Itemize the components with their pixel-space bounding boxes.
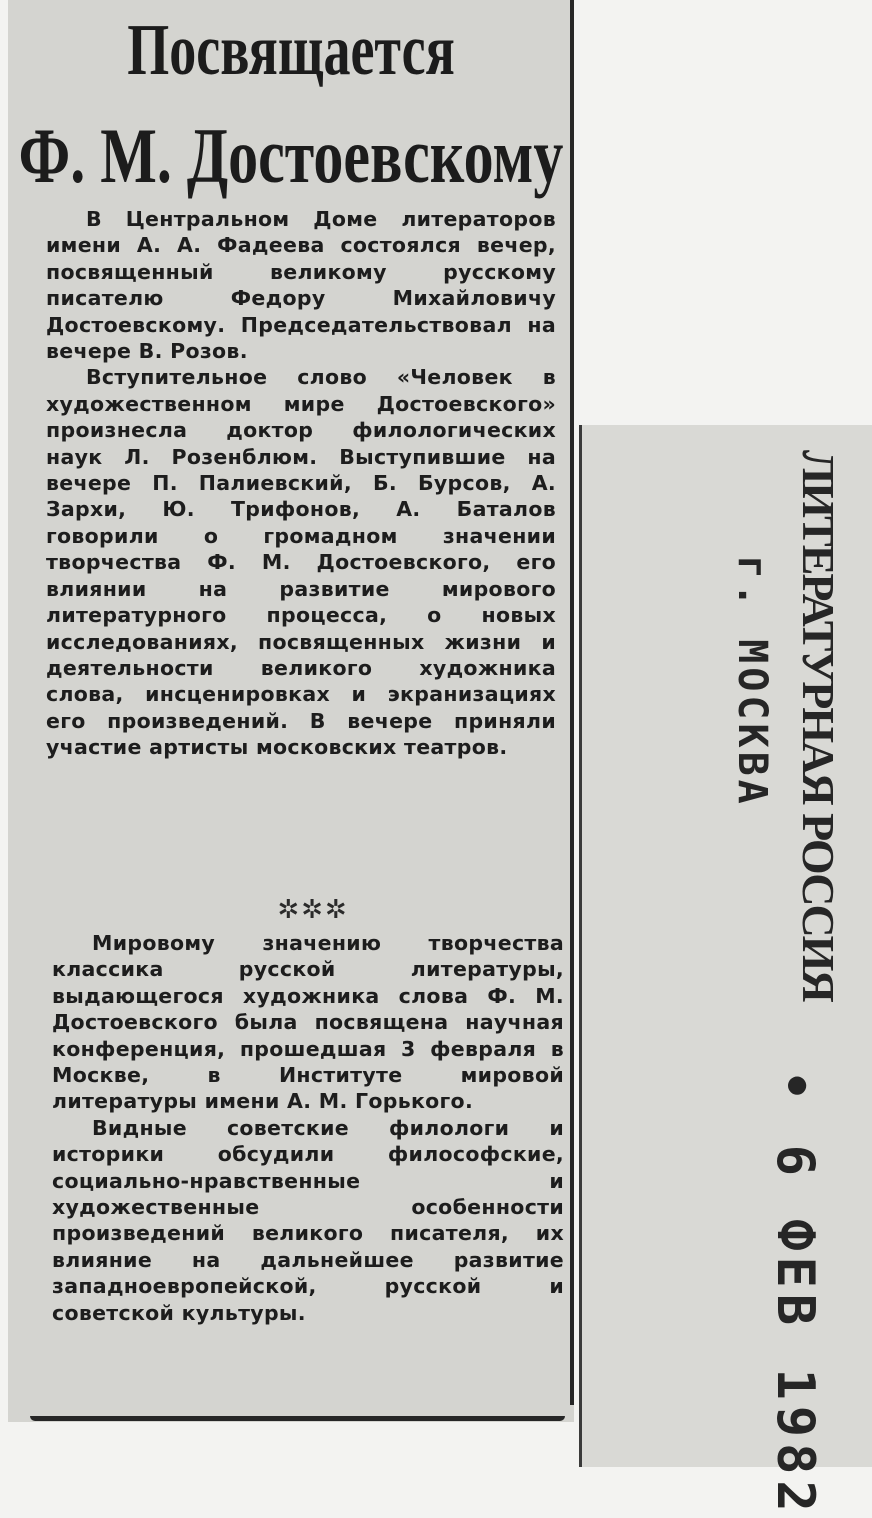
headline-dedication: Посвящается [127,9,455,91]
newspaper-name-stamp: ЛИТЕРАТУРНАЯ РОССИЯ [793,450,844,1001]
newspaper-clipping [8,0,574,1422]
city-stamp: г. МОСКВА [729,555,775,808]
paragraph-conference-discussion: Видные советские филологи и историки обсудили философские, социально-нравственные и художественные особенности произведений великого писателя, их влияние на дальнейшее развитие западноевропейской, русской и советской культуры. [52,1115,564,1325]
article-conference [52,930,564,1326]
article-evening [46,206,556,761]
paragraph-conference-intro: Мировому значению творчества классика русской литературы, выдающегося художника слова Ф. М. Достоевского была посвящена научная конференция, прошедшая 3 февраля в Москве, в Институте мировой литературы имени А. М. Горького. [52,931,564,1114]
paragraph-evening-speakers: Вступительное слово «Человек в художественном мире Достоевского» произнесла доктор филологических наук Л. Розенблюм. Выступившие на вечере П. Палиевский, Б. Бурсов, А. Зархи, Ю. Трифонов, А. Баталов говорили о громадном значении творчества Ф. М. Достоевского, его влиянии на развитие мирового литературного процесса, о новых исследованиях, посвященных жизни и деятельности великого художника слова, инсценировках и экранизациях его произведений. В вечере приняли участие артисты московских театров. [46,365,556,760]
headline-name: Ф. М. Достоевскому [18,113,564,200]
section-separator: ✲✲✲ [277,895,349,925]
date-stamp: • 6 ФЕВ 1982 [765,1070,825,1518]
paragraph-evening-intro: В Центральном Доме литераторов имени А. А. Фадеева состоялся вечер, посвященный великому русскому писателю Федору Михайловичу Достоевскому. Председательствовал на вечере В. Розов. [46,207,556,364]
